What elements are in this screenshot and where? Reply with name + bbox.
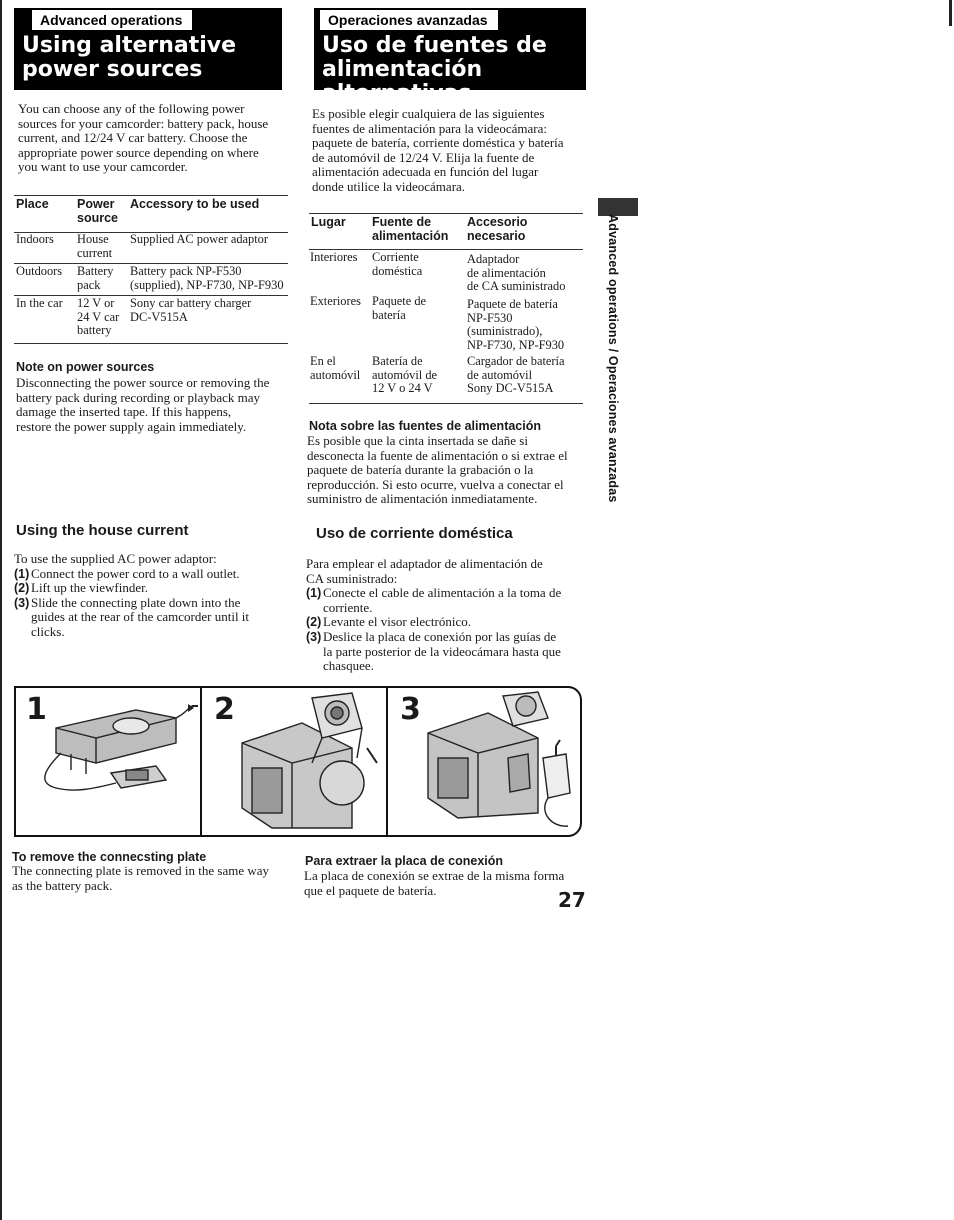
- list-item: (3) Slide the connecting plate down into the guides at the rear of the camcorder until it clicks.: [14, 594, 250, 639]
- table-cell: Sony car battery charger DC-V515A: [130, 296, 252, 324]
- note-spanish: Es posible que la cinta insertada se dañe si desconecta la fuente de alimentación o si extrae el paquete de batería durante la grabación o la reproducción. Si esto ocurre, vuelva a conectar el suministro de alimentación inmediatamente.: [307, 433, 568, 507]
- note-title-english: Note on power sources: [16, 360, 155, 374]
- remove-english: The connecting plate is removed in the same way as the battery pack.: [12, 863, 270, 893]
- list-item: (3) Deslice la placa de conexión por las guías de la parte posterior de la videocámara hasta que chasquee.: [306, 628, 561, 674]
- camcorder-plate-drawing: [388, 688, 578, 835]
- illustration-panel-2: [202, 688, 386, 835]
- table-cell: House current: [77, 232, 113, 260]
- power-source-table-spanish: [309, 213, 583, 405]
- remove-title-spanish: Para extraer la placa de conexión: [305, 854, 504, 868]
- table-cell: En el automóvil: [310, 354, 361, 382]
- left-page-edge: [0, 0, 2, 1220]
- list-item: (2) Lift up the viewfinder.: [14, 580, 148, 596]
- table-rule: [14, 343, 288, 344]
- header-english: [14, 8, 282, 90]
- right-edge-mark: [949, 0, 952, 26]
- table-cell: Exteriores: [310, 294, 361, 308]
- list-item: (1) Conecte el cable de alimentación a la toma de corriente.: [306, 585, 562, 615]
- table-rule: [14, 195, 288, 196]
- table-header-accessory: Accesorio necesario: [467, 215, 528, 243]
- table-cell: Paquete de batería NP-F530 (suministrado), NP-F730, NP-F930: [467, 297, 565, 352]
- table-header-place: Place: [16, 197, 49, 211]
- header-spanish: [314, 8, 586, 106]
- table-cell: Adaptador de alimentación de CA suministrado: [467, 252, 566, 293]
- house-current-steps-spanish: Para emplear el adaptador de alimentación de CA suministrado: (1) Conecte el cable de alimentación a la toma de corriente. (2) Levante el visor electrónico. (3) Deslice la placa de conexión por las guías de la parte posterior de la videocámara hasta que chasquee.: [306, 557, 591, 674]
- intro-spanish: Es posible elegir cualquiera de las siguientes fuentes de alimentación para la videocámara: paquete de batería, corriente doméstica y batería de automóvil de 12/24 V. Elija la fuente de alimentación adecuada en función del lugar donde utilice la videocámara.: [312, 106, 564, 194]
- table-header-source: Power source: [77, 197, 118, 225]
- table-cell: Corriente doméstica: [372, 250, 423, 278]
- illustration-panel-3: [388, 688, 578, 835]
- side-section-label: Advanced operations / Operaciones avanzadas: [606, 214, 620, 503]
- table-rule: [309, 403, 583, 404]
- page-title-spanish: Uso de fuentes de alimentación alternativas: [322, 33, 547, 106]
- page-number: 27: [558, 888, 586, 912]
- remove-spanish: La placa de conexión se extrae de la misma forma que el paquete de batería.: [304, 868, 565, 898]
- house-current-steps-english: To use the supplied AC power adaptor: (1) Connect the power cord to a wall outlet. (2) Lift up the viewfinder. (3) Slide the connecting plate down into the guides at the rear of the camcorder until it clicks.: [14, 552, 292, 640]
- note-title-spanish: Nota sobre las fuentes de alimentación: [309, 419, 542, 433]
- page-title-english: Using alternative power sources: [22, 33, 237, 82]
- table-cell: Outdoors: [16, 264, 63, 278]
- list-item: (2) Levante el visor electrónico.: [306, 614, 471, 630]
- note-english: Disconnecting the power source or removing the battery pack during recording or playback may damage the inserted tape. If this happens, restore the power supply again immediately.: [16, 375, 270, 434]
- power-source-table-english: [14, 195, 288, 345]
- ac-adaptor-drawing: [16, 688, 200, 835]
- table-header-accessory: Accessory to be used: [130, 197, 260, 211]
- table-cell: 12 V or 24 V car battery: [77, 296, 120, 337]
- step-number: 3: [400, 692, 421, 727]
- list-item: (1) Connect the power cord to a wall outlet.: [14, 565, 240, 581]
- intro-english: You can choose any of the following power sources for your camcorder: battery pack, house current, and 12/24 V car battery. Choose the appropriate power source depending on where you want to use your camcorder.: [18, 101, 269, 175]
- step-number: 2: [214, 692, 235, 727]
- illustration-strip: [14, 686, 582, 837]
- table-cell: Battery pack: [77, 264, 114, 292]
- camcorder-viewfinder-drawing: [202, 688, 386, 835]
- section-tag-spanish: Operaciones avanzadas: [320, 10, 498, 30]
- step-number: 1: [26, 692, 47, 727]
- table-rule: [309, 213, 583, 214]
- table-cell: Paquete de batería: [372, 294, 427, 322]
- section-title-house-current: Using the house current: [16, 522, 189, 539]
- section-title-corriente-domestica: Uso de corriente doméstica: [316, 525, 513, 542]
- table-header-source: Fuente de alimentación: [372, 215, 449, 243]
- table-cell: In the car: [16, 296, 63, 310]
- table-cell: Cargador de batería de automóvil Sony DC-V515A: [467, 354, 565, 395]
- section-tag-english: Advanced operations: [26, 10, 192, 30]
- remove-title-english: To remove the connecsting plate: [12, 850, 207, 864]
- table-cell: Indoors: [16, 232, 54, 246]
- table-cell: Supplied AC power adaptor: [130, 232, 268, 246]
- illustration-panel-1: [16, 688, 200, 835]
- table-cell: Interiores: [310, 250, 358, 264]
- table-cell: Batería de automóvil de 12 V o 24 V: [372, 354, 438, 395]
- table-cell: Battery pack NP-F530 (supplied), NP-F730, NP-F930: [130, 264, 284, 292]
- table-header-place: Lugar: [311, 215, 346, 229]
